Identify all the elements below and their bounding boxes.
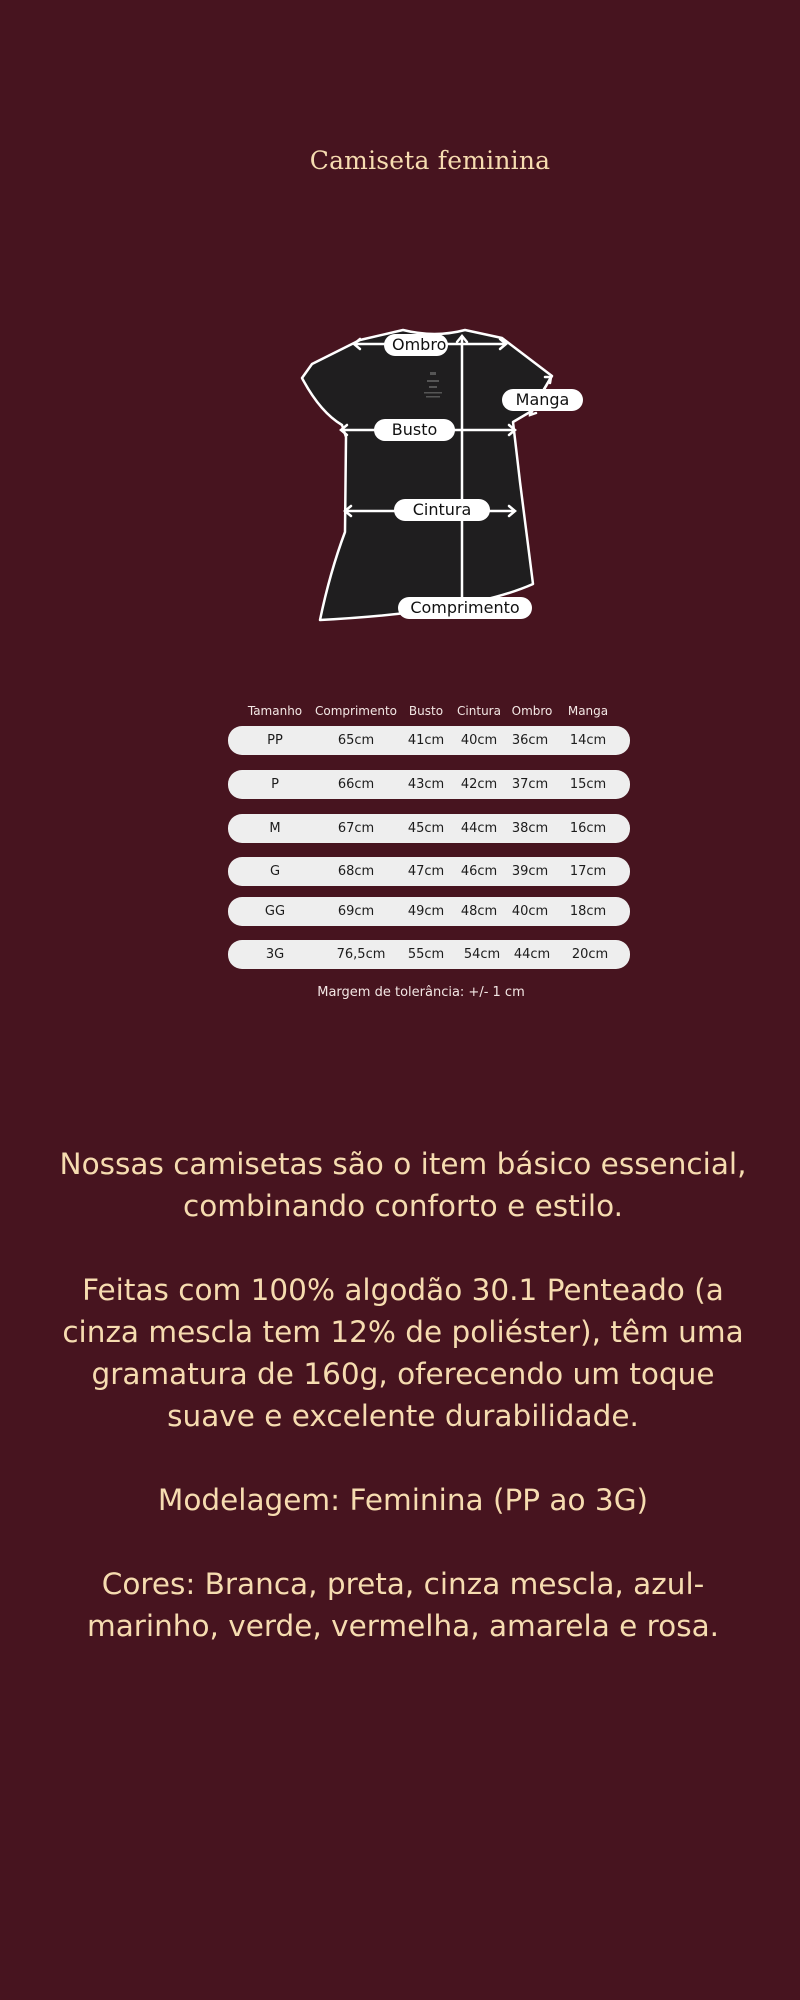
tshirt-illustration: [290, 322, 590, 632]
header-cintura: Cintura: [457, 704, 501, 718]
tshirt-body: [302, 330, 552, 620]
table-row: [228, 726, 630, 755]
cell-cintura: 44cm: [460, 821, 498, 836]
cell-cintura: 46cm: [460, 864, 498, 879]
header-ombro: Ombro: [511, 704, 553, 718]
cell-cintura: 40cm: [460, 733, 498, 748]
cell-comprimento: 66cm: [337, 777, 375, 792]
label-busto: Busto: [374, 419, 455, 441]
cell-busto: 41cm: [407, 733, 445, 748]
table-header: [228, 698, 630, 726]
cell-ombro: 40cm: [511, 904, 549, 919]
table-row: [228, 814, 630, 843]
description-cores: Cores: Branca, preta, cinza mescla, azul-marinho, verde, vermelha, amarela e rosa.: [86, 1567, 720, 1643]
cell-manga: 16cm: [569, 821, 607, 836]
cell-busto: 43cm: [407, 777, 445, 792]
description-modelagem: Modelagem: Feminina (PP ao 3G): [157, 1483, 649, 1517]
cell-comprimento: 67cm: [337, 821, 375, 836]
cell-comprimento: 76,5cm: [336, 947, 386, 962]
cell-busto: 55cm: [407, 947, 445, 962]
table-row: [228, 940, 630, 969]
cell-ombro: 36cm: [511, 733, 549, 748]
label-manga: Manga: [502, 389, 583, 411]
cell-busto: 49cm: [407, 904, 445, 919]
cell-busto: 47cm: [407, 864, 445, 879]
table-row: [228, 857, 630, 886]
cell-tamanho: PP: [267, 733, 283, 748]
cell-ombro: 38cm: [511, 821, 549, 836]
cell-manga: 15cm: [569, 777, 607, 792]
cell-manga: 20cm: [571, 947, 609, 962]
cell-manga: 18cm: [569, 904, 607, 919]
description-intro: Nossas camisetas são o item básico essencial, combinando conforto e estilo.: [59, 1147, 747, 1223]
header-busto: Busto: [408, 704, 444, 718]
header-comprimento: Comprimento: [314, 704, 398, 718]
label-cintura: Cintura: [394, 499, 490, 521]
cell-tamanho: GG: [264, 904, 286, 919]
product-description: [45, 1143, 761, 1689]
cell-cintura: 48cm: [460, 904, 498, 919]
page-title: Camiseta feminina: [309, 146, 551, 175]
cell-cintura: 54cm: [463, 947, 501, 962]
table-row: [228, 897, 630, 926]
cell-tamanho: G: [269, 864, 281, 879]
cell-busto: 45cm: [407, 821, 445, 836]
tolerance-note: Margem de tolerância: +/- 1 cm: [317, 985, 525, 1000]
tshirt-measurement-diagram: [290, 322, 590, 632]
cell-tamanho: P: [271, 777, 279, 792]
header-manga: Manga: [567, 704, 609, 718]
cell-tamanho: M: [269, 821, 281, 836]
size-table: [228, 698, 630, 962]
cell-ombro: 37cm: [511, 777, 549, 792]
cell-comprimento: 65cm: [337, 733, 375, 748]
cell-manga: 17cm: [569, 864, 607, 879]
cell-ombro: 39cm: [511, 864, 549, 879]
cell-tamanho: 3G: [265, 947, 285, 962]
table-row: [228, 770, 630, 799]
cell-comprimento: 68cm: [337, 864, 375, 879]
label-comprimento: Comprimento: [398, 597, 532, 619]
cell-cintura: 42cm: [460, 777, 498, 792]
cell-manga: 14cm: [569, 733, 607, 748]
description-material: Feitas com 100% algodão 30.1 Penteado (a cinza mescla tem 12% de poliéster), têm uma gramatura de 160g, oferecendo um toque suave e excelente durabilidade.: [62, 1273, 744, 1433]
header-tamanho: Tamanho: [247, 704, 303, 718]
label-ombro: Ombro: [384, 334, 448, 356]
cell-comprimento: 69cm: [337, 904, 375, 919]
cell-ombro: 44cm: [513, 947, 551, 962]
